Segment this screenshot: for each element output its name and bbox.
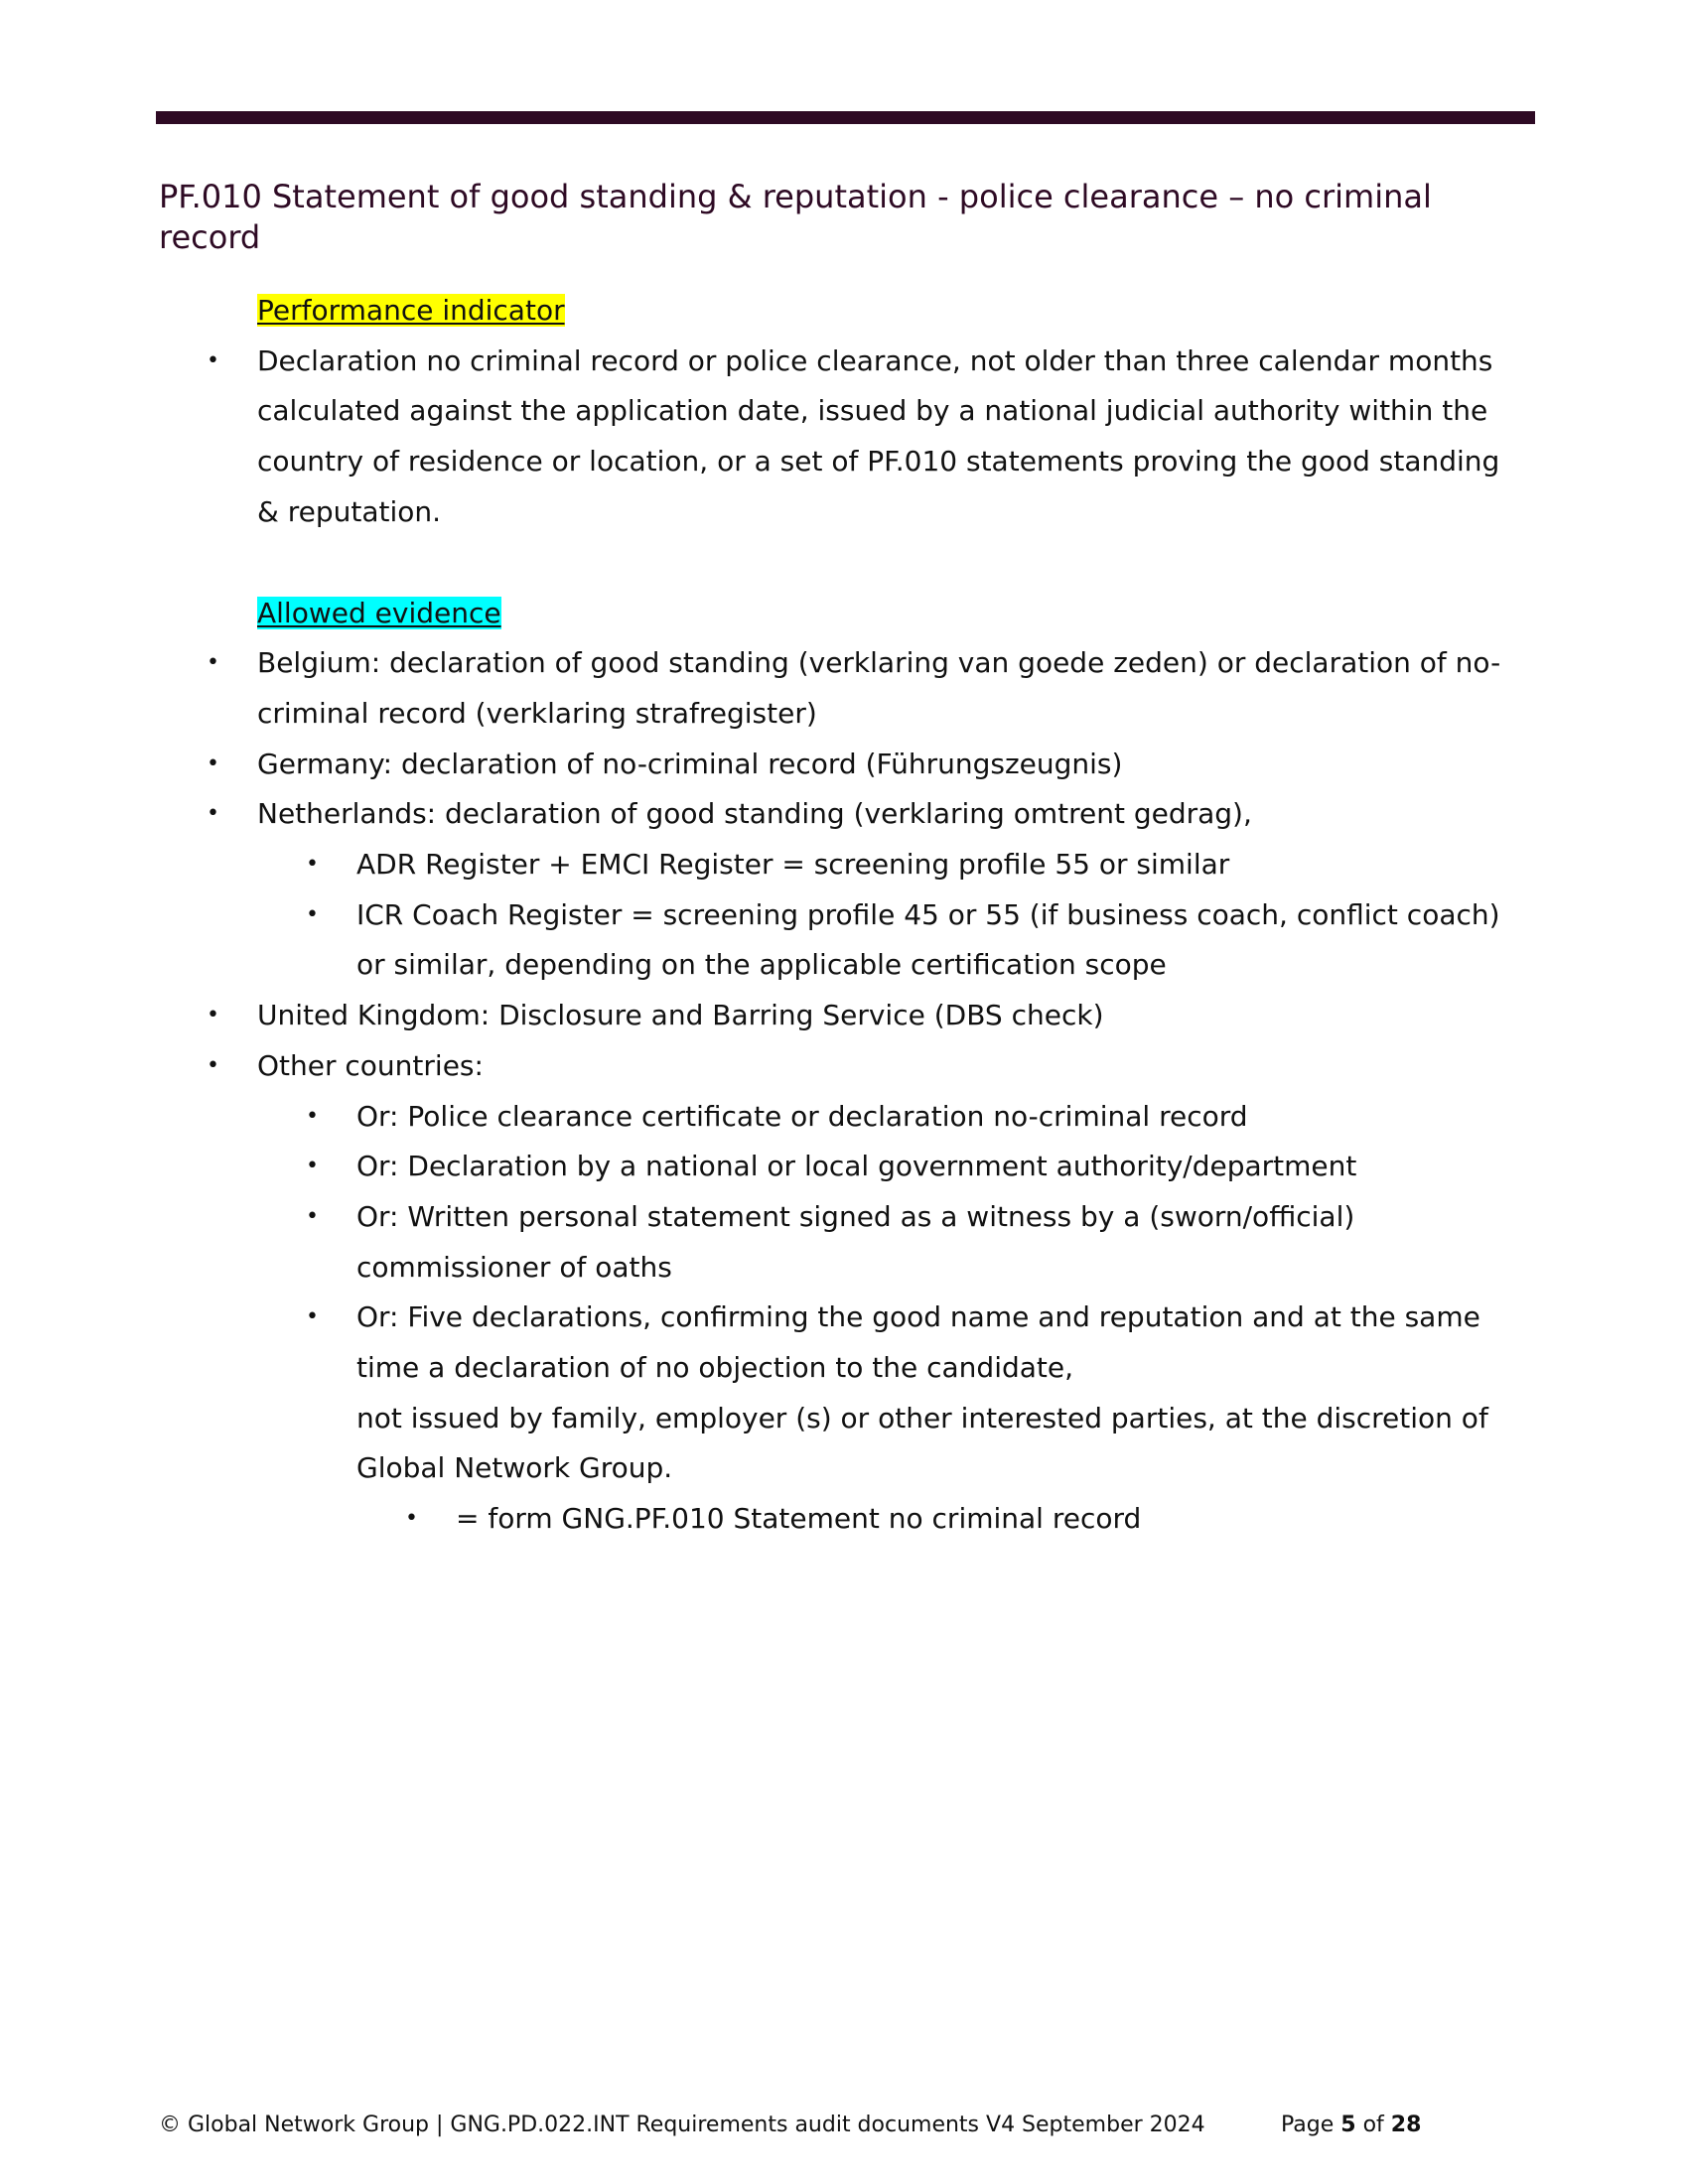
- other-countries-sublist: [159, 1092, 1529, 1495]
- page-of: of: [1362, 2113, 1384, 2137]
- bullet-icon: •: [306, 852, 319, 878]
- page-number: [1281, 2109, 1421, 2142]
- performance-indicator-heading: [159, 286, 1529, 337]
- evidence-list: [159, 638, 1529, 840]
- page-footer: [159, 2109, 1569, 2142]
- five-declarations-line1: Or: Five declarations, confirming the good name and reputation and at the same time a declaration of no objection to the candidate,: [356, 1300, 1480, 1385]
- netherlands-sub-text: ICR Coach Register = screening profile 45 or 55 (if business coach, conflict coach) or similar, depending on the applicable certification scope: [356, 897, 1500, 982]
- page-label: Page: [1281, 2113, 1335, 2137]
- list-item: [159, 337, 1529, 538]
- uk-text: United Kingdom: Disclosure and Barring Service (DBS check): [257, 999, 1104, 1032]
- list-item: [159, 1192, 1529, 1293]
- evidence-list-continued: [159, 991, 1529, 1091]
- other-sub-text: Or: Police clearance certificate or declaration no-criminal record: [356, 1099, 1248, 1133]
- spacer: [159, 538, 1529, 589]
- list-item-uk: [159, 991, 1529, 1041]
- page-total: 28: [1390, 2113, 1422, 2137]
- performance-item-text: Declaration no criminal record or police clearance, not older than three calendar months calculated against the application date, issued by a national judicial authority within the country of residence or location, or a set of PF.010 statements proving the good standing & reputation.: [257, 343, 1500, 528]
- list-item-netherlands: [159, 789, 1529, 840]
- allowed-evidence-label: Allowed evidence: [257, 596, 501, 629]
- performance-indicator-label: Performance indicator: [257, 294, 565, 327]
- netherlands-sub-text: ADR Register + EMCI Register = screening profile 55 or similar: [356, 848, 1230, 882]
- list-item: [159, 1142, 1529, 1192]
- list-item: [159, 1092, 1529, 1143]
- other-countries-text: Other countries:: [257, 1048, 484, 1082]
- bullet-icon: •: [306, 1304, 319, 1330]
- belgium-text: Belgium: declaration of good standing (verklaring van goede zeden) or declaration of no-criminal record (verklaring strafregister): [257, 646, 1501, 730]
- bullet-icon: •: [207, 1052, 219, 1078]
- form-reference-text: = form GNG.PF.010 Statement no criminal record: [456, 1502, 1142, 1536]
- bullet-icon: •: [306, 1154, 319, 1179]
- netherlands-text: Netherlands: declaration of good standing (verklaring omtrent gedrag),: [257, 797, 1252, 831]
- list-item-germany: [159, 740, 1529, 790]
- bullet-icon: •: [405, 1506, 418, 1532]
- footer-copyright: © Global Network Group | GNG.PD.022.INT Requirements audit documents V4 September 2024: [159, 2113, 1205, 2137]
- other-sub-text: Or: Declaration by a national or local government authority/department: [356, 1150, 1357, 1183]
- bullet-icon: •: [306, 1203, 319, 1229]
- five-declarations-sublist: [159, 1494, 1529, 1545]
- top-rule: [156, 111, 1535, 124]
- bullet-icon: •: [207, 1003, 219, 1028]
- list-item-five-declarations: [159, 1293, 1529, 1494]
- bullet-icon: •: [306, 1103, 319, 1129]
- bullet-icon: •: [207, 801, 219, 827]
- list-item: [159, 890, 1529, 991]
- section-heading: PF.010 Statement of good standing & reputation - police clearance – no criminal record: [159, 178, 1432, 256]
- page-current: 5: [1340, 2113, 1356, 2137]
- allowed-evidence-heading: [159, 589, 1529, 639]
- other-sub-text: Or: Written personal statement signed as a witness by a (sworn/official) commissioner of oaths: [356, 1199, 1355, 1284]
- bullet-icon: •: [207, 650, 219, 676]
- germany-text: Germany: declaration of no-criminal record (Führungszeugnis): [257, 747, 1123, 780]
- list-item: [159, 1494, 1529, 1545]
- bullet-icon: •: [207, 347, 219, 373]
- bullet-icon: •: [306, 901, 319, 927]
- section-body: [159, 286, 1529, 1545]
- list-item-other-countries: [159, 1041, 1529, 1092]
- bullet-icon: •: [207, 751, 219, 776]
- five-declarations-line2: not issued by family, employer (s) or other interested parties, at the discretion of Global Network Group.: [356, 1401, 1488, 1485]
- list-item: [159, 840, 1529, 890]
- list-item-belgium: [159, 638, 1529, 739]
- performance-list: [159, 337, 1529, 538]
- netherlands-sublist: [159, 840, 1529, 991]
